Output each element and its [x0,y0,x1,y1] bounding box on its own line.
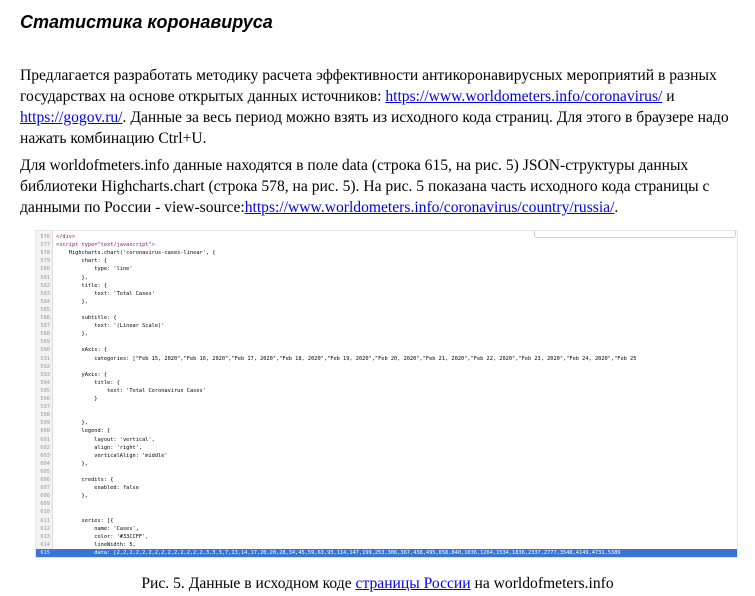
code-line [36,322,738,330]
line-number: 580 [40,266,50,273]
code-text: xAxis: { [56,347,108,354]
line-number: 604 [40,460,50,467]
code-line [36,500,738,508]
code-line [36,541,738,549]
code-text: align: 'right', [56,444,143,451]
line-number: 595 [40,387,50,394]
code-line [36,379,738,387]
line-number: 601 [40,436,50,443]
location-text-2: . [614,199,619,216]
code-text: text: 'Total Coronavirus Cases' [56,387,206,394]
code-line [36,257,738,265]
caption-text-1: Рис. 5. Данные в исходном коде [141,575,356,592]
line-number: 598 [40,412,50,419]
code-line [36,460,738,468]
code-line [36,468,738,476]
code-text: }, [56,460,88,467]
line-number: 599 [40,420,50,427]
code-line [36,484,738,492]
intro-text-2: и [662,88,675,105]
code-text: color: '#33CCFF', [56,533,149,540]
code-text: }, [56,331,88,338]
line-number: 583 [40,290,50,297]
code-line [36,444,738,452]
code-line [36,363,738,371]
line-number: 614 [40,541,50,548]
russia-page-link[interactable]: https://www.worldometers.info/coronavirus/country/russia/ [244,199,615,216]
code-text: layout: 'vertical', [56,436,155,443]
code-line [36,387,738,395]
line-number: 582 [40,282,50,289]
line-number: 576 [40,234,50,240]
data-location-paragraph [20,155,738,218]
code-line [36,346,738,354]
line-number: 609 [40,501,50,508]
line-number: 610 [40,509,50,516]
code-text: yAxis: { [56,371,108,378]
code-line [36,476,738,484]
code-line [36,330,738,338]
code-line [36,371,738,379]
code-text: text: 'Total Cases' [56,290,155,297]
line-number: 611 [40,517,50,524]
line-number: 602 [40,444,50,451]
code-line [36,274,738,282]
caption-text-2: на worldofmeters.info [470,575,614,592]
code-text: type: 'line' [56,266,133,273]
code-line [36,411,738,419]
line-number: 586 [40,315,50,321]
code-text: chart: { [56,258,108,265]
code-line [36,452,738,460]
line-number: 581 [40,274,50,281]
code-line [36,403,738,411]
line-number: 596 [40,396,50,402]
code-line [36,314,738,322]
code-line [36,265,738,273]
line-number: 588 [40,331,50,338]
line-number: 585 [40,306,50,313]
code-text: series: [{ [56,517,114,524]
code-line [36,338,738,346]
code-line [36,517,738,525]
code-line [36,525,738,533]
code-text: legend: { [56,428,111,435]
code-line [36,233,738,241]
line-number: 607 [40,485,50,492]
line-number: 605 [40,468,50,475]
code-text: enabled: false [56,485,139,492]
figure-caption [0,575,755,593]
code-line [36,419,738,427]
code-text: text: '(Linear Scale)' [56,323,165,330]
line-number: 587 [40,323,50,330]
code-text: name: 'Cases', [56,525,139,532]
location-text-1: Для worldofmeters.info данные находятся в поле data (строка 615, на рис. 5) JSON-структуры данных библиотеки Highcharts.chart (строка 578, на рис. 5). На рис. 5 показана часть исходного кода страницы с данными по России - view-source: [20,157,710,216]
line-number: 578 [40,250,50,257]
line-number: 608 [40,493,50,500]
line-number: 600 [40,428,50,435]
code-text: verticalAlign: 'middle' [56,452,168,459]
intro-text-3: . Данные за весь период можно взять из исходного кода страниц. Для этого в браузере надо нажать комбинацию Ctrl+U. [20,109,729,147]
code-text: }, [56,298,88,305]
code-text: title: { [56,282,108,289]
code-line [36,436,738,444]
code-line [36,355,738,363]
code-line [36,427,738,435]
line-number: 589 [40,339,50,346]
line-number: 594 [40,379,50,386]
code-line [36,290,738,298]
code-text: credits: { [56,477,114,483]
line-number: 597 [40,404,50,411]
line-number: 584 [40,298,50,305]
highlighted-code-line [36,549,738,557]
line-number: 612 [40,525,50,532]
code-text: }, [56,274,88,281]
line-number: 590 [40,347,50,354]
line-number: 577 [40,242,50,249]
russia-page-caption-link[interactable]: страницы России [355,575,471,592]
line-number: 615 [40,549,50,556]
code-text: categories: ["Feb 15, 2020","Feb 16, 2020","Feb 17, 2020","Feb 18, 2020","Feb 19, 2020","Feb 20, 2020","Feb 21, 2020","Feb 22, 2020","Feb 23, 2020","Feb 24, 2020","Feb 25 [56,355,637,362]
code-text: }, [56,493,88,500]
line-number: 592 [40,363,50,370]
line-number: 606 [40,477,50,483]
code-line [36,492,738,500]
code-text: title: { [56,379,120,386]
code-text: <script type="text/javascript"> [56,242,155,249]
intro-text-1: Предлагается разработать методику расчета эффективности антикоронавирусных мероприятий в разных государствах на основе открытых данных источников: [20,67,717,105]
code-text: lineWidth: 5, [56,541,136,548]
code-line [36,533,738,541]
line-number: 591 [40,355,50,362]
code-line [36,241,738,249]
code-text: data: [2,2,2,2,2,2,2,2,2,2,2,2,2,2,3,3,3,7,13,14,17,20,20,28,34,45,59,63,93,114,147,199,253,306,367,438,495,658,840,1036,1264,1534,1836,2337,2777,3548,4149,4731,5389 [56,549,621,556]
line-number: 593 [40,371,50,378]
code-line [36,282,738,290]
code-line [36,249,738,257]
page-title: Статистика коронавируса [20,12,273,32]
worldometers-link[interactable]: https://www.worldometers.info/coronavirus/ [385,88,663,105]
gogov-link[interactable]: https://gogov.ru/ [20,109,123,126]
line-number: 603 [40,452,50,459]
code-line [36,306,738,314]
code-text: } [56,396,98,402]
code-line [36,508,738,516]
code-line [36,298,738,306]
code-text: }, [56,420,88,427]
line-number: 613 [40,533,50,540]
code-text: </div> [56,234,76,240]
line-number: 579 [40,258,50,265]
intro-paragraph [20,65,738,149]
code-line [36,395,738,403]
code-text: subtitle: { [56,315,117,321]
source-code-figure [35,230,738,558]
code-text: Highcharts.chart('coronavirus-cases-linear', { [56,250,216,257]
